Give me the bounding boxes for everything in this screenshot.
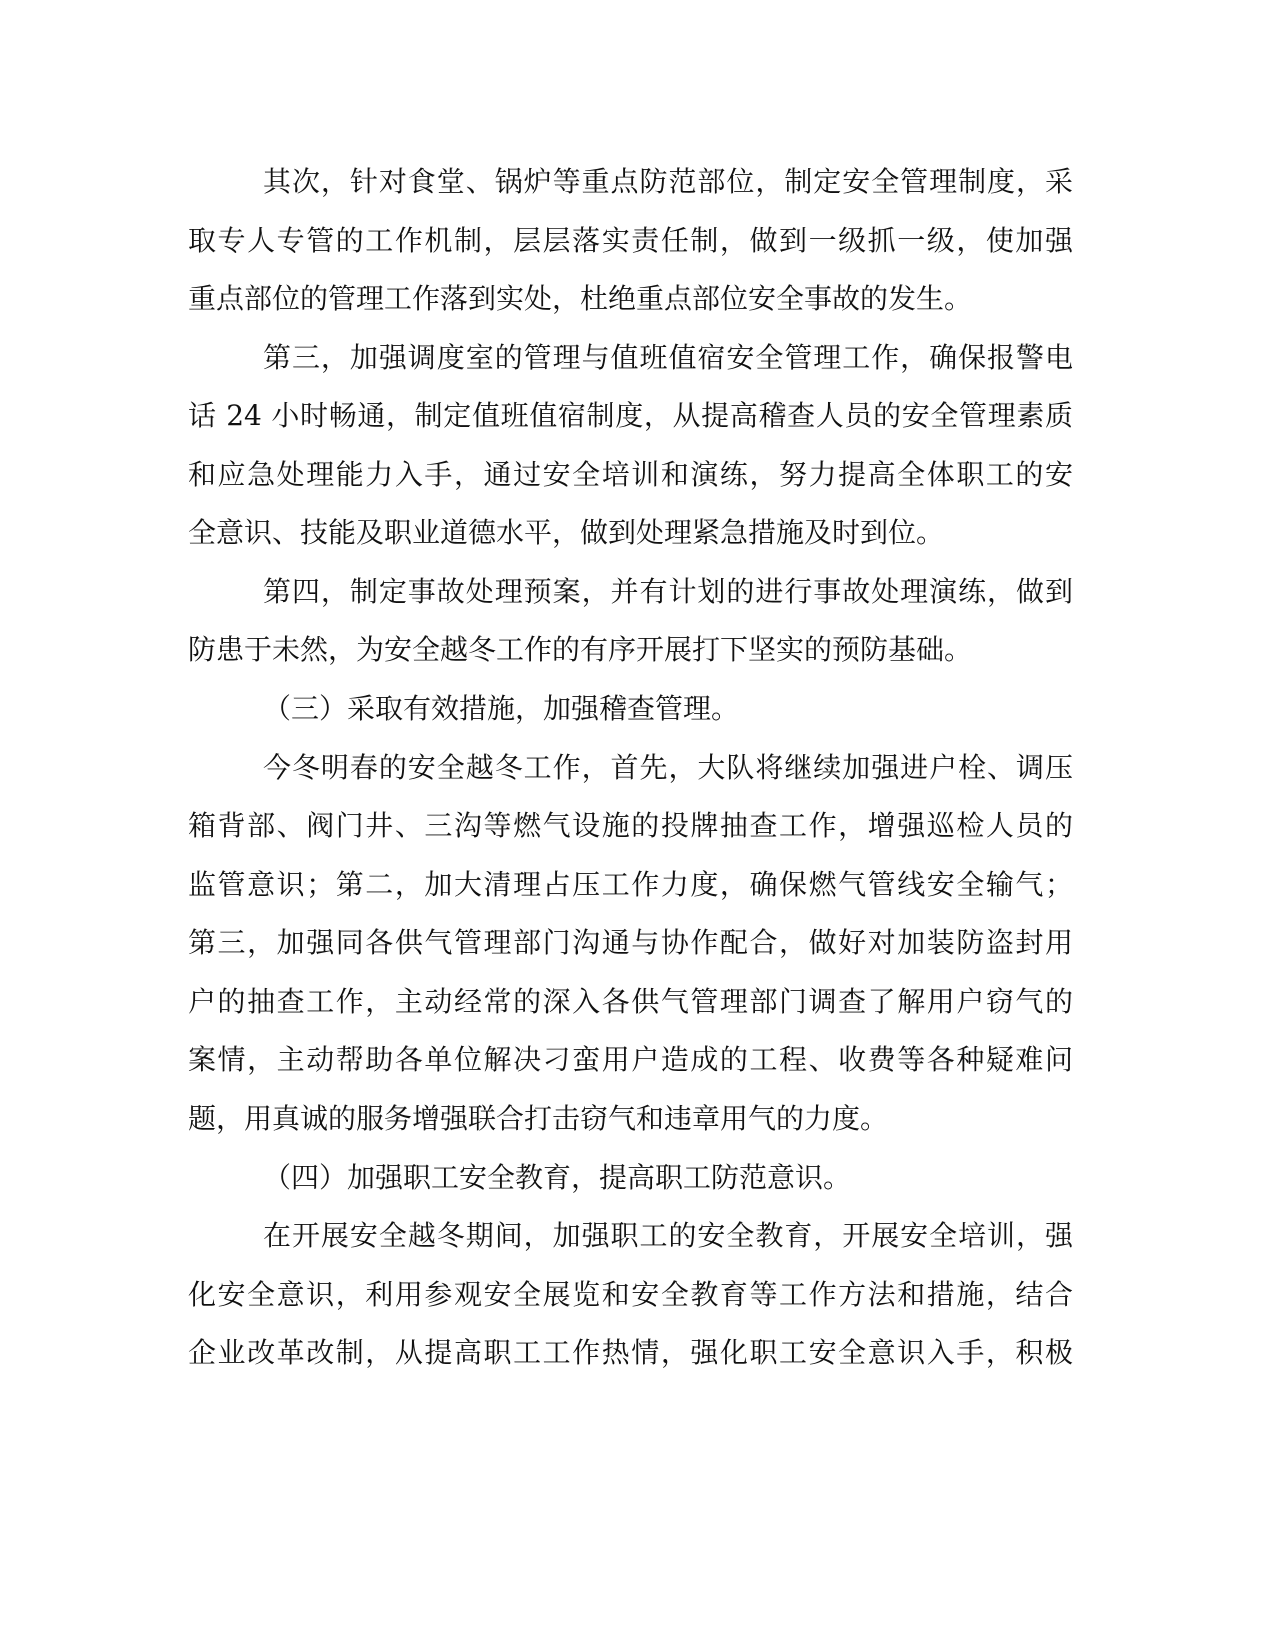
paragraph-line: 化安全意识，利用参观安全展览和安全教育等工作方法和措施，结合 (188, 1278, 1073, 1311)
paragraph-line: 户的抽查工作，主动经常的深入各供气管理部门调查了解用户窃气的 (188, 985, 1073, 1018)
paragraph-line: 和应急处理能力入手，通过安全培训和演练，努力提高全体职工的安 (188, 458, 1073, 491)
paragraph-line: 重点部位的管理工作落到实处，杜绝重点部位安全事故的发生。 (188, 282, 973, 315)
section-heading: （三）采取有效措施，加强稽查管理。 (263, 692, 740, 725)
section-heading: （四）加强职工安全教育，提高职工防范意识。 (263, 1161, 852, 1194)
paragraph-line: 监管意识；第二，加大清理占压工作力度，确保燃气管线安全输气； (188, 868, 1073, 901)
paragraph-line: 话 24 小时畅通，制定值班值宿制度，从提高稽查人员的安全管理素质 (188, 399, 1073, 432)
paragraph-line: 题，用真诚的服务增强联合打击窃气和违章用气的力度。 (188, 1102, 889, 1135)
paragraph-line: 取专人专管的工作机制，层层落实责任制，做到一级抓一级，使加强 (188, 224, 1073, 257)
paragraph-line: 案情，主动帮助各单位解决刁蛮用户造成的工程、收费等各种疑难问 (188, 1043, 1073, 1076)
paragraph-line: 企业改革改制，从提高职工工作热情，强化职工安全意识入手，积极 (188, 1336, 1073, 1369)
paragraph-line: 第四，制定事故处理预案，并有计划的进行事故处理演练，做到 (263, 575, 1073, 608)
paragraph-line: 第三，加强调度室的管理与值班值宿安全管理工作，确保报警电 (263, 341, 1073, 374)
paragraph-line: 今冬明春的安全越冬工作，首先，大队将继续加强进户栓、调压 (263, 751, 1073, 784)
paragraph-line: 其次，针对食堂、锅炉等重点防范部位，制定安全管理制度，采 (263, 165, 1073, 198)
paragraph-line: 箱背部、阀门井、三沟等燃气设施的投牌抽查工作，增强巡检人员的 (188, 809, 1073, 842)
paragraph-line: 全意识、技能及职业道德水平，做到处理紧急措施及时到位。 (188, 516, 945, 549)
paragraph-line: 在开展安全越冬期间，加强职工的安全教育，开展安全培训，强 (263, 1219, 1073, 1252)
paragraph-line: 第三，加强同各供气管理部门沟通与协作配合，做好对加装防盗封用 (188, 926, 1073, 959)
paragraph-line: 防患于未然，为安全越冬工作的有序开展打下坚实的预防基础。 (188, 633, 973, 666)
